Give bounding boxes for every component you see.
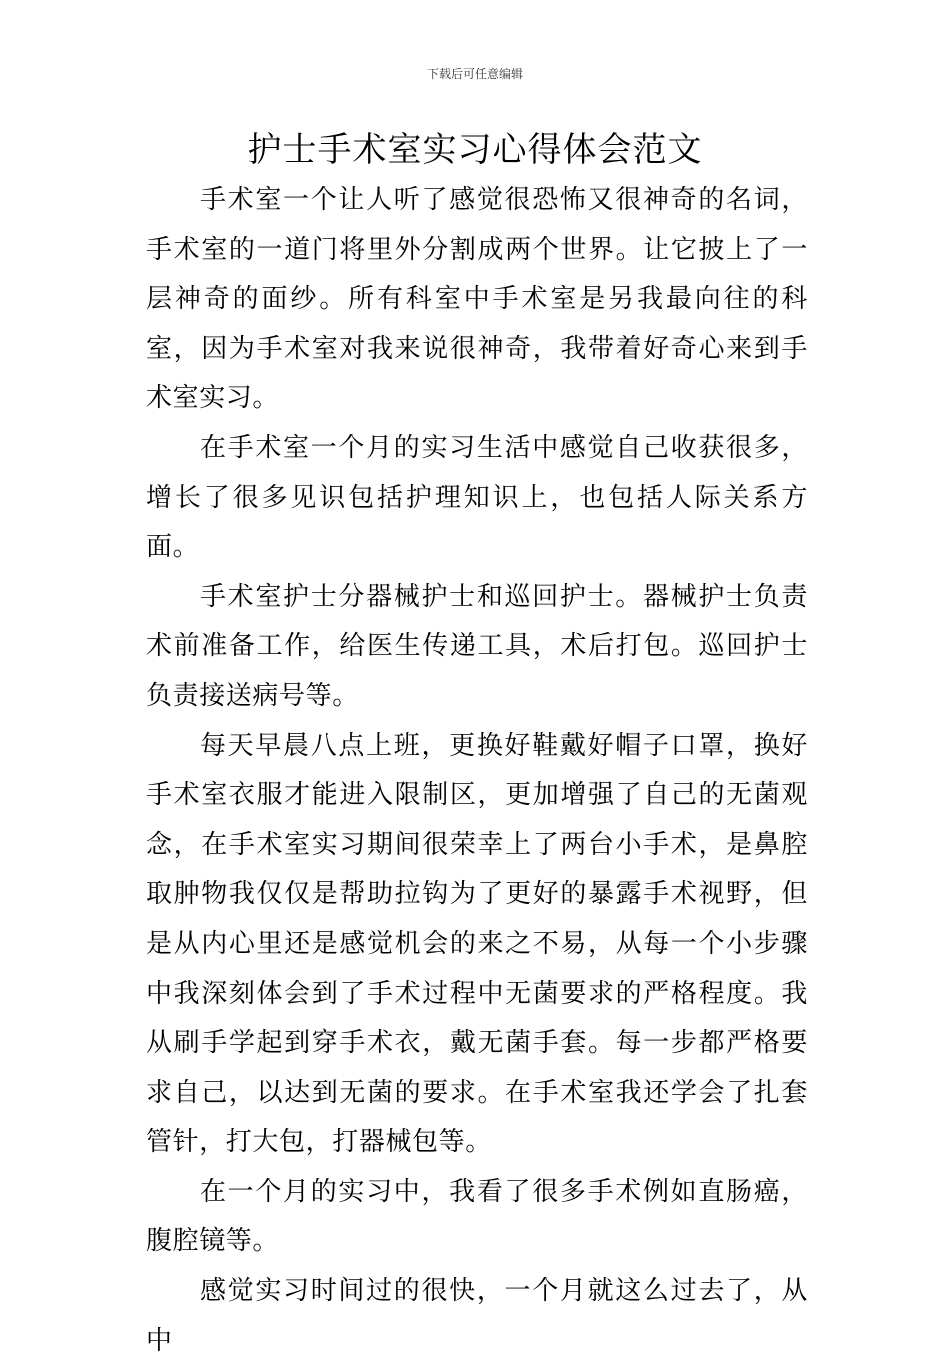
paragraph: 在一个月的实习中，我看了很多手术例如直肠癌，腹腔镜等。 xyxy=(146,1176,808,1257)
document-title: 护士手术室实习心得体会范文 xyxy=(247,130,703,170)
page-header-note: 下载后可任意编辑 xyxy=(426,67,523,81)
paragraph: 每天早晨八点上班，更换好鞋戴好帽子口罩，换好手术室衣服才能进入限制区，更加增强了自己的无菌观念，在手术室实习期间很荣幸上了两台小手术，是鼻腔取肿物我仅仅是帮助拉钩为了更好的暴露手术视野，但是从内心里还是感觉机会的来之不易，从每一个小步骤中我深刻体会到了手术过程中无菌要求的严格程度。我从刷手学起到穿手术衣，戴无菌手套。每一步都严格要求自己，以达到无菌的要求。在手术室我还学会了扎套管针，打大包，打器械包等。 xyxy=(146,730,808,1158)
paragraph: 手术室护士分器械护士和巡回护士。器械护士负责术前准备工作，给医生传递工具，术后打包。巡回护士负责接送病号等。 xyxy=(146,581,808,711)
paragraph: 手术室一个让人听了感觉很恐怖又很神奇的名词，手术室的一道门将里外分割成两个世界。让它披上了一层神奇的面纱。所有科室中手术室是另我最向往的科室，因为手术室对我来说很神奇，我带着好奇心来到手术室实习。 xyxy=(146,185,808,414)
paragraph: 感觉实习时间过的很快，一个月就这么过去了，从中 xyxy=(146,1276,808,1356)
paragraph: 在手术室一个月的实习生活中感觉自己收获很多，增长了很多见识包括护理知识上，也包括人际关系方面。 xyxy=(146,432,808,563)
document-body xyxy=(146,176,808,1366)
